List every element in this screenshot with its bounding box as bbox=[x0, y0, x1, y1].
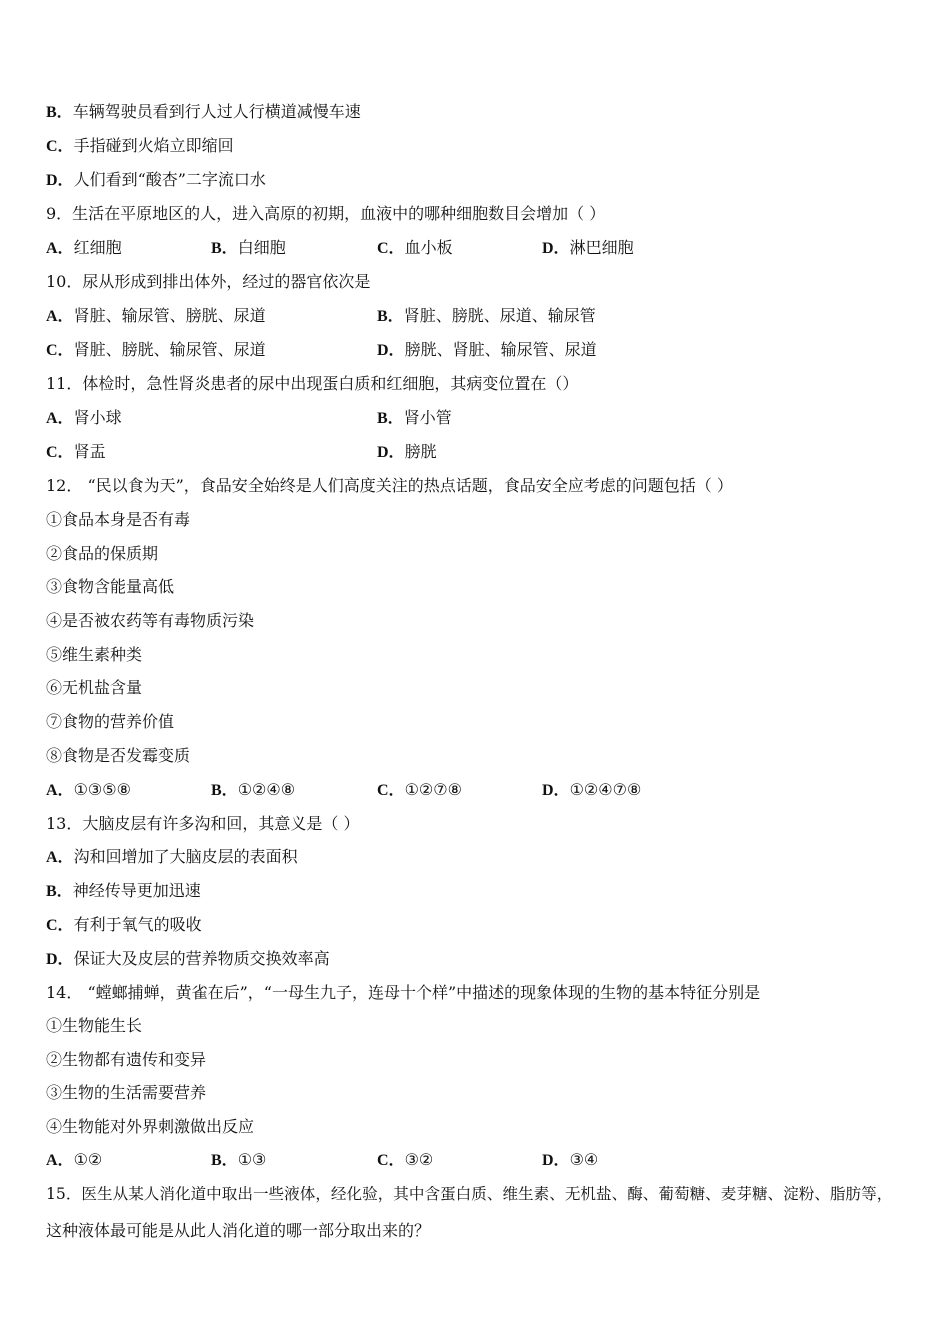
q14-option-a bbox=[46, 1150, 102, 1171]
q10-option-d bbox=[377, 340, 597, 361]
q12-item: ②食品的保质期 bbox=[46, 544, 159, 563]
option-letter: D． bbox=[377, 444, 405, 461]
q12-item: ④是否被农药等有毒物质污染 bbox=[46, 611, 255, 630]
q14-item: ③生物的生活需要营养 bbox=[46, 1083, 207, 1102]
option-letter: D． bbox=[377, 342, 405, 359]
option-letter: C． bbox=[377, 782, 405, 799]
option-text: 肾脏、输尿管、膀胱、尿道 bbox=[73, 306, 266, 325]
q11-option-c bbox=[46, 442, 106, 463]
option-text: 膀胱、肾脏、输尿管、尿道 bbox=[404, 340, 597, 359]
q12-option-a bbox=[46, 780, 131, 801]
q12-item: ⑤维生素种类 bbox=[46, 645, 143, 664]
option-text: 神经传导更加迅速 bbox=[72, 881, 201, 900]
option-letter: C． bbox=[46, 138, 74, 155]
option-text: 保证大及皮层的营养物质交换效率高 bbox=[73, 949, 330, 968]
q10-stem: 10．尿从形成到排出体外，经过的器官依次是 bbox=[46, 272, 371, 291]
option-text: ③④ bbox=[569, 1150, 599, 1169]
option-letter: A． bbox=[46, 1152, 74, 1169]
option-letter: D． bbox=[542, 782, 570, 799]
q11-option-b bbox=[377, 408, 452, 429]
option-letter: A． bbox=[46, 782, 74, 799]
q12-item: ⑧食物是否发霉变质 bbox=[46, 746, 191, 765]
option-text: 手指碰到火焰立即缩回 bbox=[73, 136, 234, 155]
option-letter: B． bbox=[377, 308, 404, 325]
option-letter: A． bbox=[46, 849, 74, 866]
option-letter: A． bbox=[46, 308, 74, 325]
q13-option-a bbox=[46, 847, 298, 868]
option-text: 红细胞 bbox=[73, 238, 122, 257]
q12-stem: 12． “民以食为天”，食品安全始终是人们高度关注的热点话题，食品安全应考虑的问题包括（ ） bbox=[46, 476, 733, 495]
q9-option-c bbox=[377, 238, 453, 259]
option-text: ①②⑦⑧ bbox=[404, 780, 462, 799]
q10-option-b bbox=[377, 306, 596, 327]
q13-option-c bbox=[46, 915, 202, 936]
q9-stem: 9．生活在平原地区的人，进入高原的初期，血液中的哪种细胞数目会增加（ ） bbox=[46, 204, 606, 223]
q12-item: ⑥无机盐含量 bbox=[46, 678, 143, 697]
q12-option-c bbox=[377, 780, 462, 801]
option-letter: D． bbox=[542, 1152, 570, 1169]
option-letter: C． bbox=[377, 1152, 405, 1169]
option-letter: C． bbox=[46, 917, 74, 934]
q9-option-b bbox=[211, 238, 286, 259]
option-text: 肾脏、膀胱、尿道、输尿管 bbox=[403, 306, 596, 325]
option-text: 人们看到“酸杏”二字流口水 bbox=[73, 170, 266, 189]
option-text: 肾小管 bbox=[403, 408, 452, 427]
option-letter: D． bbox=[46, 172, 74, 189]
q15-stem-line2: 这种液体最可能是从此人消化道的哪一部分取出来的？ bbox=[46, 1221, 431, 1240]
option-text: ①②④⑧ bbox=[237, 780, 296, 799]
option-letter: D． bbox=[46, 951, 74, 968]
option-letter: B． bbox=[377, 410, 404, 427]
q14-option-b bbox=[211, 1150, 266, 1171]
q11-option-a bbox=[46, 408, 122, 429]
option-text: 肾盂 bbox=[73, 442, 106, 461]
option-letter: C． bbox=[377, 240, 405, 257]
q12-item: ①食品本身是否有毒 bbox=[46, 510, 191, 529]
option-text: 膀胱 bbox=[404, 442, 437, 461]
q10-option-c bbox=[46, 340, 266, 361]
q12-option-d bbox=[542, 780, 641, 801]
q12-item: ⑦食物的营养价值 bbox=[46, 712, 175, 731]
q14-item: ①生物能生长 bbox=[46, 1016, 143, 1035]
q14-option-c bbox=[377, 1150, 433, 1171]
option-text: 白细胞 bbox=[237, 238, 286, 257]
q13-stem: 13．大脑皮层有许多沟和回，其意义是（ ） bbox=[46, 814, 360, 833]
option-text: 肾小球 bbox=[73, 408, 122, 427]
q14-stem: 14． “螳螂捕蝉，黄雀在后”，“一母生九子，连母十个样”中描述的现象体现的生物的基本特征分别是 bbox=[46, 983, 761, 1002]
q8-option-d bbox=[46, 170, 266, 191]
option-text: ①② bbox=[73, 1150, 103, 1169]
option-letter: B． bbox=[46, 883, 73, 900]
q8-option-b bbox=[46, 102, 361, 123]
option-letter: A． bbox=[46, 410, 74, 427]
q11-stem: 11．体检时，急性肾炎患者的尿中出现蛋白质和红细胞，其病变位置在（） bbox=[46, 374, 579, 393]
option-text: 淋巴细胞 bbox=[569, 238, 634, 257]
option-text: ①③⑤⑧ bbox=[73, 780, 131, 799]
q12-item: ③食物含能量高低 bbox=[46, 577, 175, 596]
option-text: ③② bbox=[404, 1150, 434, 1169]
q8-option-c bbox=[46, 136, 234, 157]
option-letter: D． bbox=[542, 240, 570, 257]
option-letter: C． bbox=[46, 342, 74, 359]
q9-option-d bbox=[542, 238, 634, 259]
q10-option-a bbox=[46, 306, 266, 327]
q15-stem-line1: 15．医生从某人消化道中取出一些液体，经化验，其中含蛋白质、维生素、无机盐、酶、葡萄糖、麦芽糖、淀粉、脂肪等， bbox=[46, 1185, 893, 1203]
q13-option-b bbox=[46, 881, 201, 902]
option-text: 肾脏、膀胱、输尿管、尿道 bbox=[73, 340, 266, 359]
option-letter: A． bbox=[46, 240, 74, 257]
q13-option-d bbox=[46, 949, 330, 970]
q14-option-d bbox=[542, 1150, 598, 1171]
option-letter: B． bbox=[211, 240, 238, 257]
option-text: 车辆驾驶员看到行人过人行横道减慢车速 bbox=[72, 102, 361, 121]
option-text: ①③ bbox=[237, 1150, 267, 1169]
q12-option-b bbox=[211, 780, 295, 801]
option-letter: B． bbox=[211, 1152, 238, 1169]
option-text: ①②④⑦⑧ bbox=[569, 780, 642, 799]
option-letter: B． bbox=[46, 104, 73, 121]
q11-option-d bbox=[377, 442, 437, 463]
option-letter: C． bbox=[46, 444, 74, 461]
option-letter: B． bbox=[211, 782, 238, 799]
q14-item: ②生物都有遗传和变异 bbox=[46, 1050, 207, 1069]
option-text: 血小板 bbox=[404, 238, 453, 257]
option-text: 有利于氧气的吸收 bbox=[73, 915, 202, 934]
option-text: 沟和回增加了大脑皮层的表面积 bbox=[73, 847, 298, 866]
q14-item: ④生物能对外界刺激做出反应 bbox=[46, 1117, 255, 1136]
q9-option-a bbox=[46, 238, 122, 259]
